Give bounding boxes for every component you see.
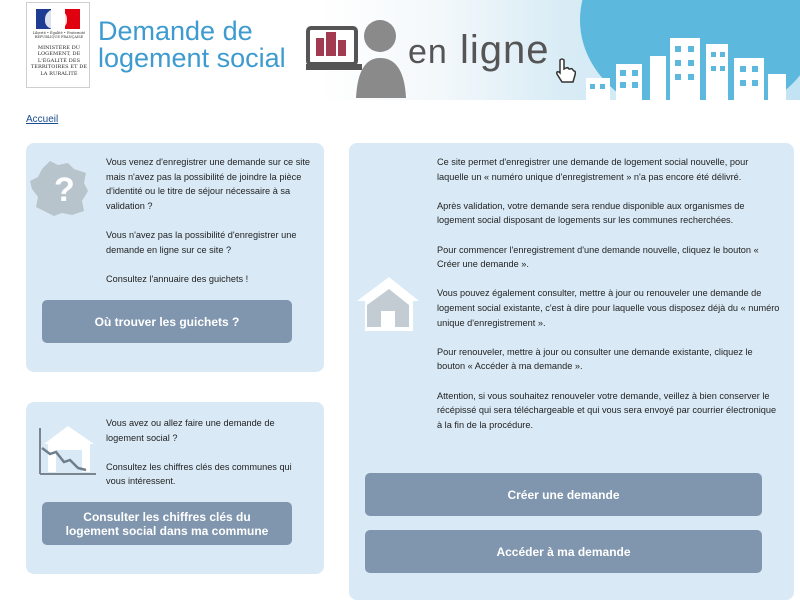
house-chart-icon	[36, 422, 98, 478]
breadcrumb-home-link[interactable]: Accueil	[26, 114, 59, 125]
title-en-ligne	[408, 28, 549, 73]
person-laptop-icon	[306, 20, 406, 98]
panel-chiffres-cles	[26, 402, 324, 574]
guichets-paragraph: Consultez l'annuaire des guichets !	[106, 273, 249, 284]
republic-motto: Liberté • Égalité • Fraternité RÉPUBLIQUE FRANÇAISE	[32, 31, 86, 39]
marianne-icon	[45, 9, 67, 29]
panel-guichets	[26, 143, 324, 372]
demande-paragraph: Vous pouvez également consulter, mettre à jour ou renouveler une demande de logement social existante, c'est à dire pour laquelle vous disposez déjà du « numéro unique d'enregistrement ».	[437, 288, 780, 328]
demande-paragraph: Après validation, votre demande sera rendue disponible aux organismes de logement social disposant de logements sur les communes recherchées.	[437, 200, 745, 226]
title-en: en	[408, 33, 448, 71]
guichets-paragraph: Vous n'avez pas la possibilité d'enregistrer une demande en ligne sur ce site ?	[106, 229, 297, 255]
title-ligne: ligne	[459, 28, 550, 72]
hand-cursor-icon	[554, 58, 576, 84]
demande-paragraph: Pour renouveler, mettre à jour ou consulter une demande existante, cliquez le bouton « Accéder à ma demande ».	[437, 346, 753, 372]
title-line-2: logement social	[98, 43, 286, 73]
ministry-name: MINISTÈRE DU LOGEMENT, DE L'ÉGALITÉ DES TERRITOIRES ET DE LA RURALITÉ	[30, 45, 88, 77]
key-figures-button-line-1: Consulter les chiffres clés du	[83, 509, 251, 524]
city-buildings-icon	[580, 30, 790, 100]
government-logo	[26, 2, 90, 88]
house-icon	[355, 275, 421, 333]
chiffres-paragraph: Consultez les chiffres clés des communes qui vous intéressent.	[106, 461, 292, 487]
chiffres-text	[106, 416, 312, 489]
demande-text	[437, 155, 782, 432]
consult-key-figures-button[interactable]	[42, 502, 292, 545]
find-guichets-button[interactable]: Où trouver les guichets ?	[42, 300, 292, 343]
access-request-button[interactable]: Accéder à ma demande	[365, 530, 762, 573]
site-title	[98, 18, 286, 72]
create-request-button[interactable]: Créer une demande	[365, 473, 762, 516]
guichets-paragraph: Vous venez d'enregistrer une demande sur ce site mais n'avez pas la possibilité de joindre la pièce d'identité ou le titre de séjour nécessaire à sa validation ?	[106, 157, 310, 211]
site-banner	[0, 0, 800, 100]
svg-text:?: ?	[54, 171, 75, 209]
france-question-icon	[28, 159, 92, 217]
panel-demande	[349, 143, 794, 600]
demande-paragraph: Ce site permet d'enregistrer une demande de logement social nouvelle, pour laquelle un « numéro unique d'enregistrement » n'a pas encore été délivré.	[437, 157, 749, 182]
key-figures-button-line-2: logement social dans ma commune	[65, 523, 269, 538]
title-line-1: Demande de	[98, 16, 253, 46]
demande-paragraph: Attention, si vous souhaitez renouveler votre demande, veillez à bien conserver le récépissé qui sera téléchargeable et qui vous sera envoyé par courrier électronique à la fin de la procédure.	[437, 390, 777, 430]
guichets-text	[106, 155, 312, 286]
chiffres-paragraph: Vous avez ou allez faire une demande de logement social ?	[106, 418, 275, 443]
key-figures-button-label	[66, 510, 269, 538]
demande-paragraph: Pour commencer l'enregistrement d'une demande nouvelle, cliquez le bouton « Créer une demande ».	[437, 244, 759, 270]
